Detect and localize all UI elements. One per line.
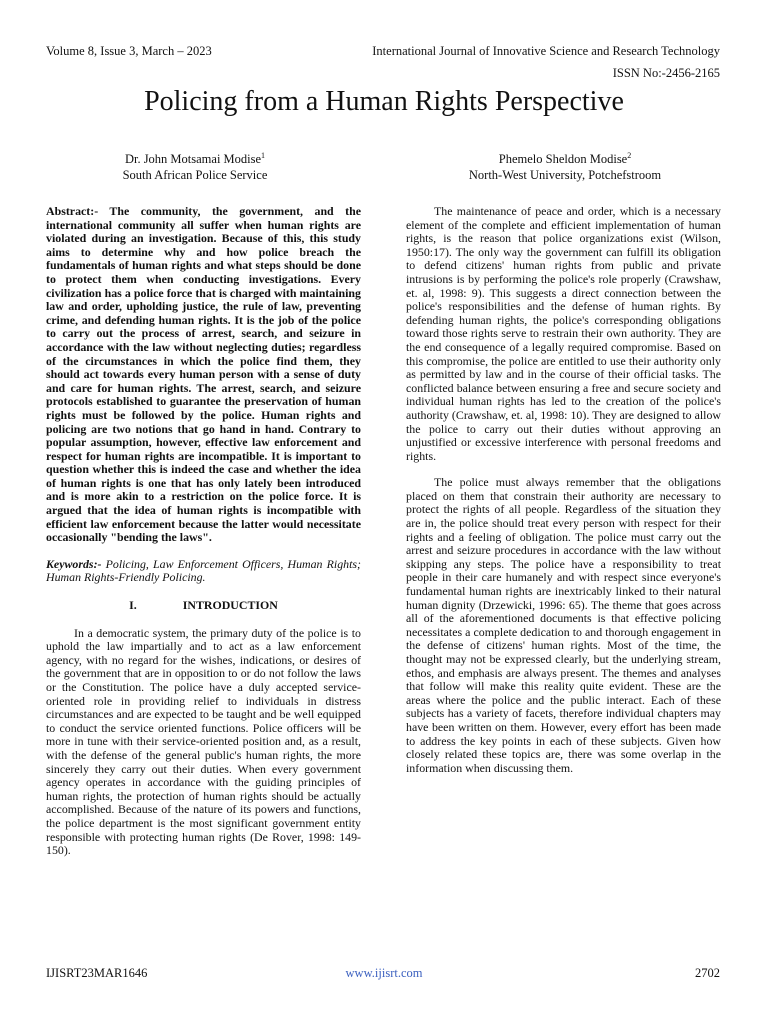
abstract-label: Abstract:- (46, 204, 99, 218)
author-2-sup: 2 (627, 151, 632, 160)
body-paragraph-2: The police must always remember that the obligations placed on them that constrain their authority are necessary to protect the rights of all people. Regardless of the situation they are in, the police should treat every person with respect for their rights and a feeling of obligation. The police must carry out the arrest and seizure procedures in accordance with the law without skipping any steps. The police have a responsibility to treat people in their care humanely and with respect since everyone's fundamental human rights are inextricably linked to their natural human dignity (Drzewicki, 1996: 65). The theme that goes across all of the aforementioned documents is that effective policing necessitates a complete dedication to and thorough engagement in the defense of citizens' human rights. Most of the time, the thought may not be expressed clearly, but the underlying stream, ethos, and emphasis are always present. The themes and analyses that follow will make this reality quite evident. These are the areas where the police and the public interact. Each of these subjects has a variety of facets, therefore individual chapters may have been written on them. However, every effort has been made to address the key points in each of these subjects. Given how closely related these topics are, there was some overlap in the information when discussing them. (406, 475, 721, 775)
author-2-affiliation: North-West University, Potchefstroom (468, 168, 662, 183)
keywords (46, 558, 361, 585)
author-2 (430, 148, 700, 183)
author-1-sup: 1 (261, 151, 266, 160)
volume-issue: Volume 8, Issue 3, March – 2023 (46, 44, 212, 58)
left-column (46, 205, 361, 858)
journal-url[interactable]: www.ijisrt.com (345, 966, 423, 980)
section-number: I. (129, 598, 137, 613)
section-heading (46, 599, 361, 613)
intro-paragraph: In a democratic system, the primary duty of the police is to uphold the law impartially and to act as a law enforcement agency, with no regard for the wishes, indications, or desires of the government that are in opposition to or do not follow the laws or the Constitution. The police have a duly accepted service-oriented role in providing relief to individuals in distress circumstances and are expected to be taught and be well equipped to conduct the service oriented functions. Police officers will be more in tune with their service-oriented position and, as a result, with the defense of the general public's human rights, the more sincerely they carry out their duties. When every government agency operates in accordance with the guiding principles of human rights, the protection of human rights should be actually accomplished. Because of the nature of its powers and functions, the police department is the most significant government entity responsible with protecting human rights (De Rover, 1998: 149-150). (46, 625, 361, 858)
author-1-affiliation: South African Police Service (122, 168, 268, 183)
keywords-text: Policing, Law Enforcement Officers, Human Rights; Human Rights-Friendly Policing. (46, 556, 361, 585)
author-1-name: Dr. John Motsamai Modise (124, 152, 262, 167)
author-2-name: Phemelo Sheldon Modise (498, 152, 628, 167)
keywords-label: Keywords:- (46, 556, 102, 571)
right-column (406, 205, 721, 775)
abstract (46, 205, 361, 545)
section-title: INTRODUCTION (182, 598, 278, 613)
paper-title: Policing from a Human Rights Perspective (144, 86, 624, 117)
paper-id: IJISRT23MAR1646 (46, 966, 148, 980)
body-paragraph-1: The maintenance of peace and order, which is a necessary element of the complete and efficient implementation of human rights, is the reason that police organizations exist (Wilson, 1950:17). The only way the government can fulfill its obligation to defend citizens' human rights from public and private intrusions is by performing the police's role properly (Crawshaw, et. al, 1998: 9). This suggests a direct connection between the police's responsibilities and the defense of human rights. By defending human rights, the police's corresponding obligations toward those rights serve to restrain their own authority. They are the end consequence of a legally required compromise. Based on this compromise, the police are entitled to use their authority only as permitted by law and in the course of their official tasks. The conflicted balance between ensuring a free and secure society and individual human rights has led to the creation of the police's authority (Crawshaw, et. al, 1998: 10). They are designed to allow the police to carry out their duties without approving an unjustified or excessive interference with personal freedoms and rights. (406, 204, 721, 463)
abstract-text: The community, the government, and the international community all suffer when human rights are violated during an investigation. Because of this, this study aims to determine why and how police breach the fundamentals of human rights and what steps should be done to protect them when conducting investigations. Every civilization has a police force that is charged with maintaining law and order, upholding justice, the rule of law, preventing crime, and defending human rights. It is the job of the police to carry out the process of arrest, search, and seizure in accordance with the law without neglecting duties; regardless of the circumstances in which the police find them, they should act towards every human person with a sense of duty and care for human rights. The arrest, search, and seizure protocols established to guarantee the preservation of human rights must be followed by the police. Human rights and policing are two notions that go hand in hand. Contrary to popular assumption, however, effective law enforcement and respect for human rights are incompatible. It is important to question whether this is indeed the case and whether the idea of human rights is one that has only lately been introduced and is more akin to a restriction on the police force. It is argued that the idea of human rights is incompatible with efficient law enforcement because the latter would necessitate occasionally "bending the laws". (46, 204, 361, 545)
page-number: 2702 (695, 966, 720, 980)
author-1 (60, 148, 330, 183)
journal-name: International Journal of Innovative Science and Research Technology (372, 44, 720, 58)
issn: ISSN No:-2456-2165 (612, 66, 720, 80)
